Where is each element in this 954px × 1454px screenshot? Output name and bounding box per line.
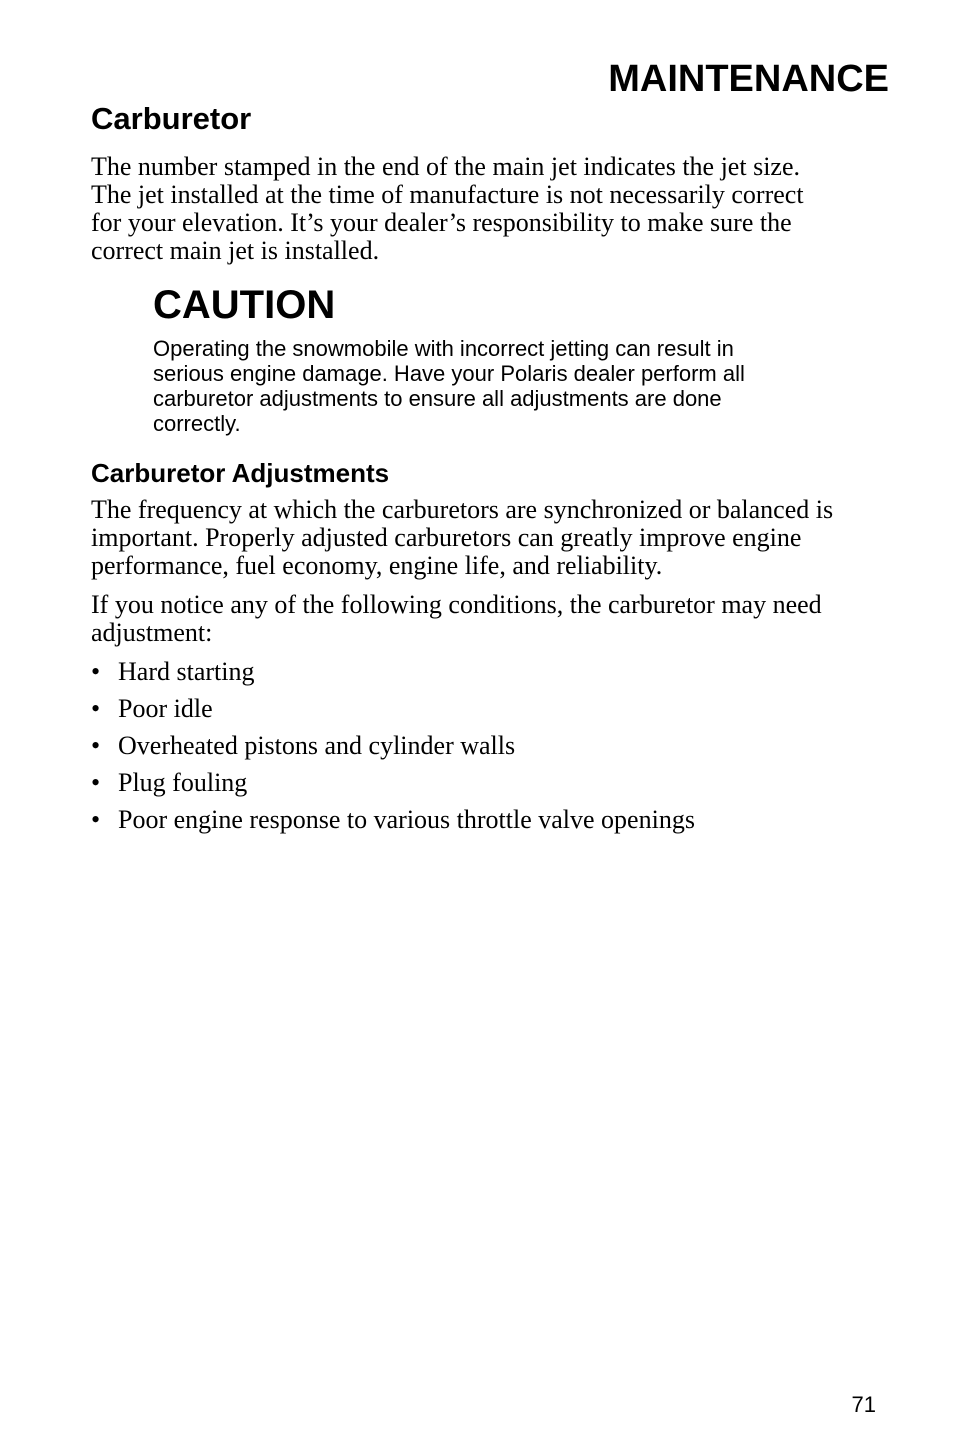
page-header-title: MAINTENANCE	[608, 58, 889, 100]
section-title-carburetor: Carburetor	[91, 101, 252, 136]
list-item	[91, 769, 695, 797]
subsection-title-adjustments: Carburetor Adjustments	[91, 458, 390, 488]
list-item	[91, 732, 695, 760]
bullet-icon: •	[91, 731, 101, 760]
list-item-text: Overheated pistons and cylinder walls	[118, 731, 516, 760]
conditions-list	[91, 658, 695, 843]
list-item	[91, 658, 695, 686]
list-item-text: Hard starting	[118, 657, 255, 686]
list-item	[91, 806, 695, 834]
list-item-text: Poor idle	[118, 694, 213, 723]
bullet-icon: •	[91, 768, 101, 797]
carburetor-paragraph: The number stamped in the end of the main jet indicates the jet size. The jet installed at the time of manufacture is not necessarily correct for your elevation. It’s your dealer’s responsibility to make sure the correct main jet is installed.	[91, 152, 804, 265]
bullet-icon: •	[91, 805, 101, 834]
bullet-icon: •	[91, 657, 101, 686]
page-number: 71	[851, 1392, 876, 1417]
caution-heading: CAUTION	[153, 283, 336, 327]
adjustments-paragraph-1: The frequency at which the carburetors are synchronized or balanced is important. Properly adjusted carburetors can greatly improve engine performance, fuel economy, engine life, and reliability.	[91, 495, 834, 580]
bullet-icon: •	[91, 694, 101, 723]
list-item	[91, 695, 695, 723]
list-item-text: Poor engine response to various throttle valve openings	[118, 805, 695, 834]
list-item-text: Plug fouling	[118, 768, 248, 797]
caution-text: Operating the snowmobile with incorrect jetting can result in serious engine damage. Have your Polaris dealer perform all carburetor adjustments to ensure all adjustments are done correctly.	[153, 336, 745, 436]
adjustments-paragraph-2: If you notice any of the following conditions, the carburetor may need adjustment:	[91, 590, 822, 647]
